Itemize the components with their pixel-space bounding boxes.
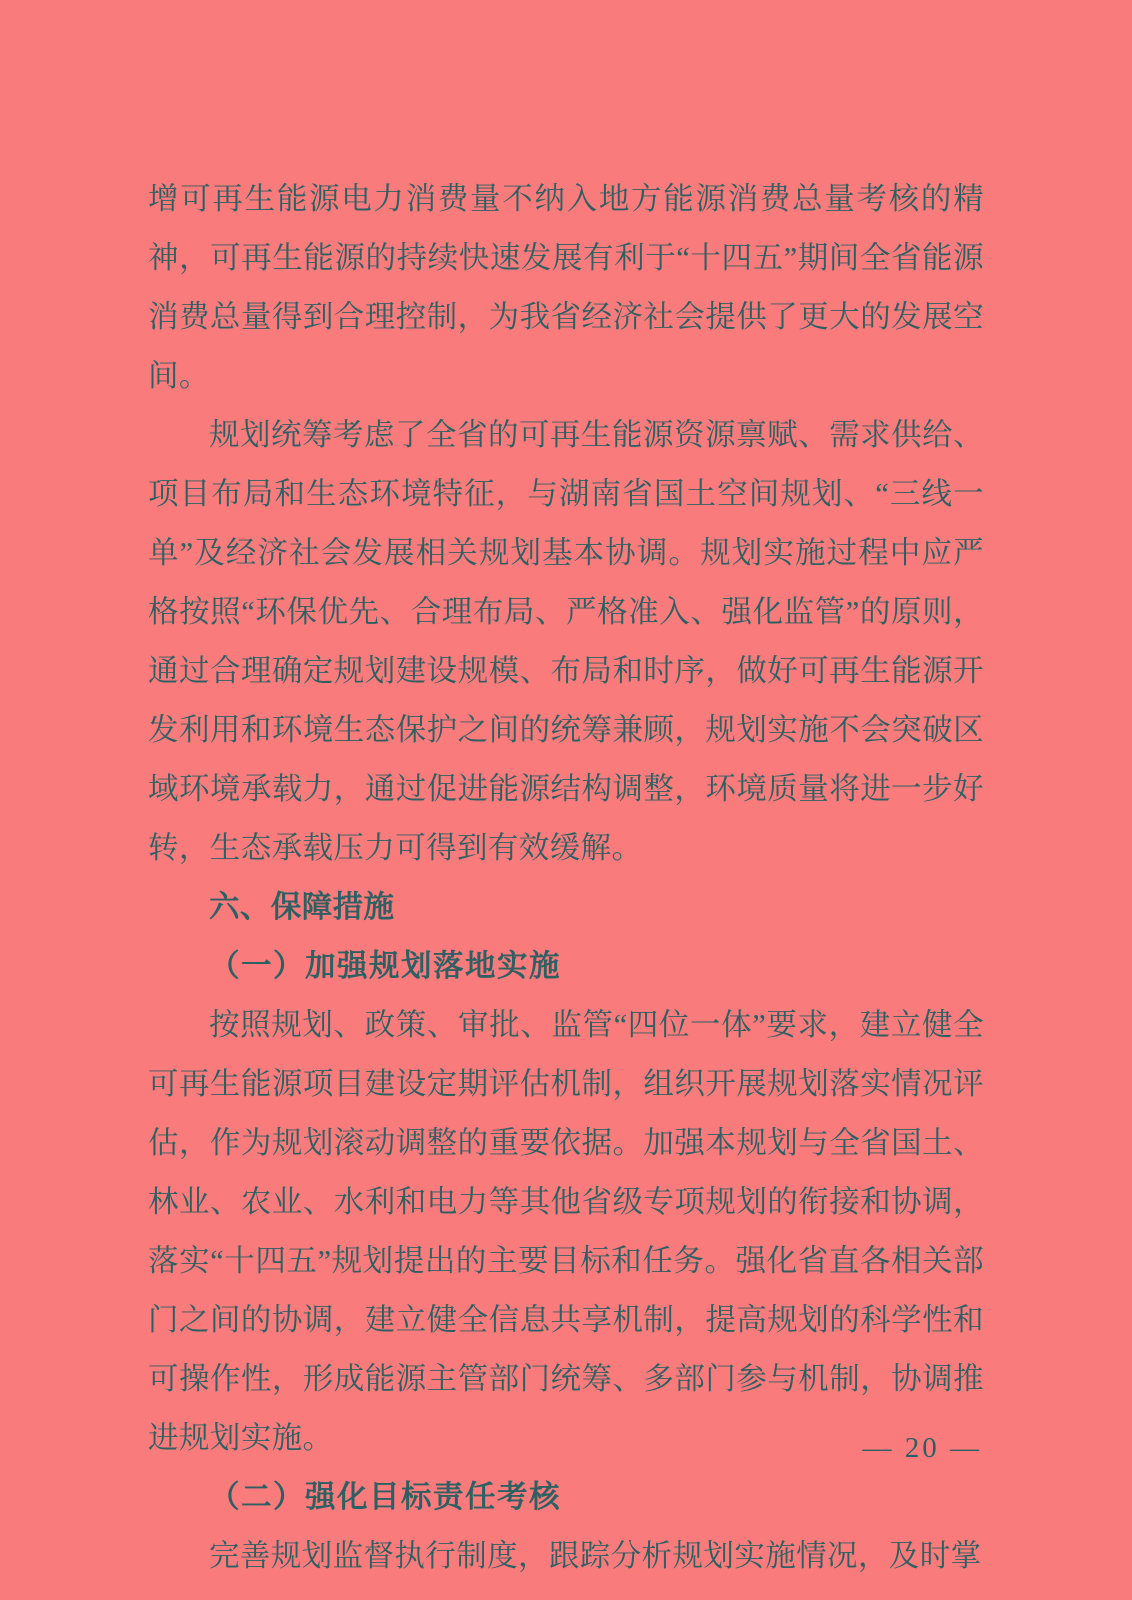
paragraph-assessment: 完善规划监督执行制度，跟踪分析规划实施情况，及时掌 [209,1539,982,1573]
section-heading-six: 六、保障措施 [209,890,395,924]
paragraph-planning-coordination: 规划统筹考虑了全省的可再生能源资源禀赋、需求供给、项目布局和生态环境特征，与湖南省国土空间规划、“三线一单”及经济社会发展相关规划基本协调。规划实施过程中应严格按照“环保优先、合理布局、严格准入、强化监管”的原则，通过合理确定规划建设规模、布局和时序，做好可再生能源开发利用和环境生态保护之间的统筹兼顾，规划实施不会突破区域环境承载力，通过促进能源结构调整，环境质量将进一步好转，生态承载压力可得到有效缓解。 [148,418,984,865]
paragraph-continued: 增可再生能源电力消费量不纳入地方能源消费总量考核的精神，可再生能源的持续快速发展有利于“十四五”期间全省能源消费总量得到合理控制，为我省经济社会提供了更大的发展空间。 [148,182,984,393]
paragraph-implementation: 按照规划、政策、审批、监管“四位一体”要求，建立健全可再生能源项目建设定期评估机制，组织开展规划落实情况评估，作为规划滚动调整的重要依据。加强本规划与全省国土、林业、农业、水利和电力等其他省级专项规划的衔接和协调，落实“十四五”规划提出的主要目标和任务。强化省直各相关部门之间的协调，建立健全信息共享机制，提高规划的科学性和可操作性，形成能源主管部门统筹、多部门参与机制，协调推进规划实施。 [148,1008,984,1455]
document-body [148,170,984,1586]
page-number: — 20 — [862,1432,982,1464]
subsection-heading-one: （一）加强规划落地实施 [209,948,561,984]
subsection-heading-two: （二）强化目标责任考核 [209,1479,561,1515]
